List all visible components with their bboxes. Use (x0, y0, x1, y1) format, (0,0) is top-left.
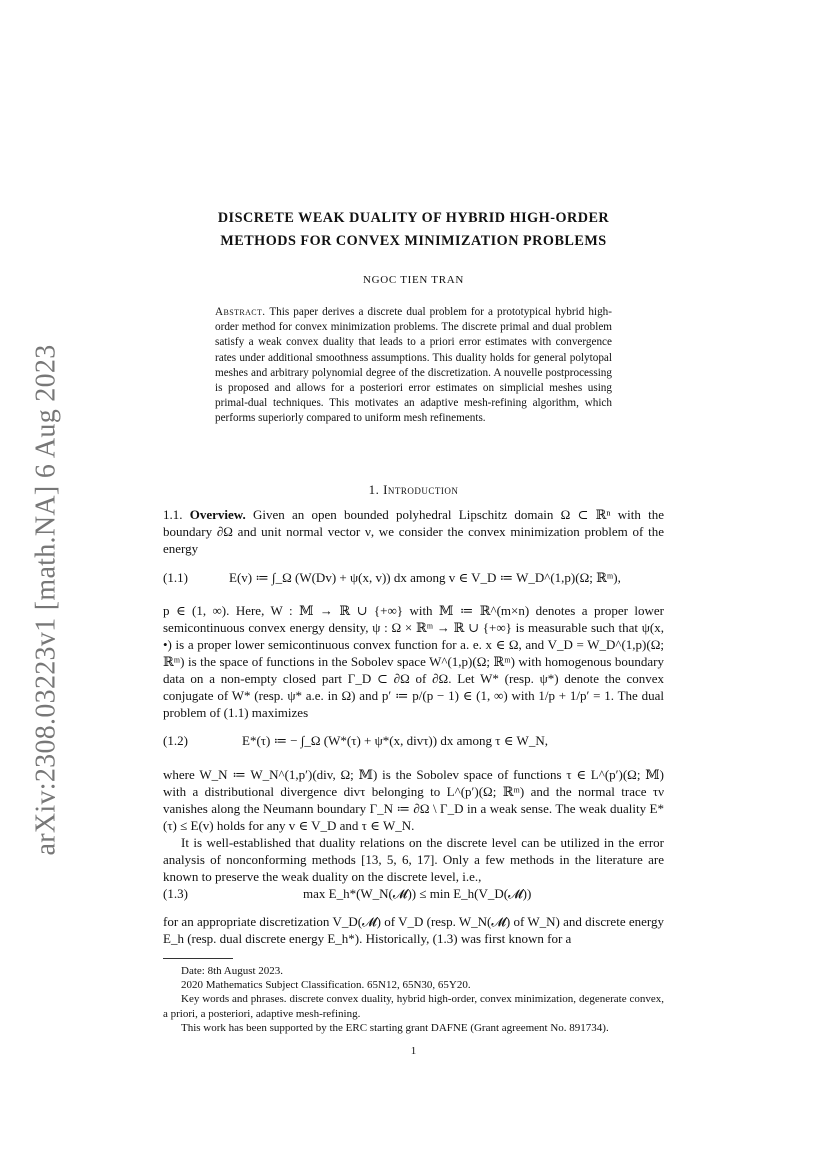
paper-title (163, 207, 664, 253)
paragraph-1: Given an open bounded polyhedral Lipschitz domain Ω ⊂ ℝⁿ with the boundary ∂Ω and unit normal vector ν, we consider the convex minimization problem of the energy (163, 507, 664, 556)
subsection-number: 1.1. (163, 507, 183, 522)
paragraph-2: p ∈ (1, ∞). Here, W : 𝕄 → ℝ ∪ {+∞} with 𝕄 ≔ ℝ^(m×n) denotes a proper lower semicontinuous convex energy density, ψ : Ω × ℝᵐ → ℝ ∪ {+∞} is measurable such that ψ(x, •) is a proper lower semicontinuous convex function for a. e. x ∈ Ω, and V_D = W_D^(1,p)(Ω; ℝᵐ) is the space of functions in the Sobolev space W^(1,p)(Ω; ℝᵐ) with homogenous boundary data on a non-empty closed part Γ_D ⊂ ∂Ω of ∂Ω. Let W* (resp. ψ*) denote the convex conjugate of W* (resp. ψ* a.e. in Ω) and p′ ≔ p/(p − 1) ∈ (1, ∞) with 1/p + 1/p′ = 1. The dual problem of (1.1) maximizes (163, 603, 664, 720)
arxiv-identifier-sidebar (22, 300, 70, 900)
equation-expression: max E_h*(W_N(𝓜)) ≤ min E_h(V_D(𝓜)) (303, 886, 532, 901)
equation-number: (1.2) (163, 733, 188, 748)
equation-number: (1.3) (163, 886, 188, 901)
title-line-1: DISCRETE WEAK DUALITY OF HYBRID HIGH-ORDER (217, 210, 610, 226)
author-name: NGOC TIEN TRAN (362, 274, 465, 286)
equation-1-2 (163, 724, 664, 760)
equation-expression: E(v) ≔ ∫_Ω (W(Dv) + ψ(x, v)) dx among v ∈ V_D ≔ W_D^(1,p)(Ω; ℝᵐ), (229, 570, 621, 585)
title-line-2: METHODS FOR CONVEX MINIMIZATION PROBLEMS (220, 233, 607, 249)
subsection-title: Overview. (189, 507, 246, 522)
paragraph-3: where W_N ≔ W_N^(1,p′)(div, Ω; 𝕄) is the Sobolev space of functions τ ∈ L^(p′)(Ω; 𝕄) with a distributional divergence divτ belonging to L^(p′)(Ω; ℝᵐ) and the normal trace τν vanishes along the Neumann boundary Γ_N ≔ ∂Ω \ Γ_D in a weak sense. The weak duality E*(τ) ≤ E(v) holds for any v ∈ V_D and τ ∈ W_N. (163, 767, 664, 833)
paragraph-5: for an appropriate discretization V_D(𝓜) of V_D (resp. W_N(𝓜) of W_N) and discrete energy E_h (resp. dual discrete energy E_h*). Historically, (1.3) was first known for a (163, 914, 664, 946)
section-title-introduction: 1. Introduction (368, 482, 459, 497)
footnote-divider (163, 958, 233, 959)
equation-1-1 (163, 561, 664, 597)
arxiv-id-text: arXiv:2308.03223v1 [math.NA] 6 Aug 2023 (30, 344, 62, 856)
footnote-keywords: Key words and phrases. discrete convex duality, hybrid high-order, convex minimization, degenerate convex, a priori, a posteriori, adaptive mesh-refining. (163, 993, 664, 1020)
footnote-grant: This work has been supported by the ERC starting grant DAFNE (Grant agreement No. 891734). (181, 1021, 609, 1034)
abstract-text: This paper derives a discrete dual problem for a prototypical hybrid high-order method for convex minimization problems. The discrete primal and dual problem satisfy a weak convex duality that leads to a priori error estimates with convergence rates under additional smoothness assumptions. This duality holds for general polytopal meshes and arbitrary polynomial degree of the discretization. A nouvelle postprocessing is proposed and allows for a posteriori error estimates on simplicial meshes using primal-dual techniques. This motivates an adaptive mesh-refining algorithm, which performs superiorly compared to uniform mesh refinements. (215, 306, 612, 425)
equation-1-3 (163, 877, 664, 913)
equation-expression: E*(τ) ≔ − ∫_Ω (W*(τ) + ψ*(x, divτ)) dx among τ ∈ W_N, (242, 733, 548, 748)
overview-paragraph (163, 506, 664, 557)
abstract-block (215, 305, 612, 427)
abstract-heading: Abstract. (215, 306, 266, 318)
footnote-msc: 2020 Mathematics Subject Classification. 65N12, 65N30, 65Y20. (181, 979, 471, 992)
footnote-date: Date: 8th August 2023. (181, 965, 284, 977)
footnotes-block (163, 964, 664, 1035)
paragraph-4: It is well-established that duality relations on the discrete level can be utilized in the error analysis of nonconforming methods [13, 5, 6, 17]. Only a few methods in the literature are known to preserve the weak duality on the discrete level, i.e., (163, 835, 664, 884)
page-number: 1 (410, 1045, 417, 1057)
equation-number: (1.1) (163, 570, 188, 585)
